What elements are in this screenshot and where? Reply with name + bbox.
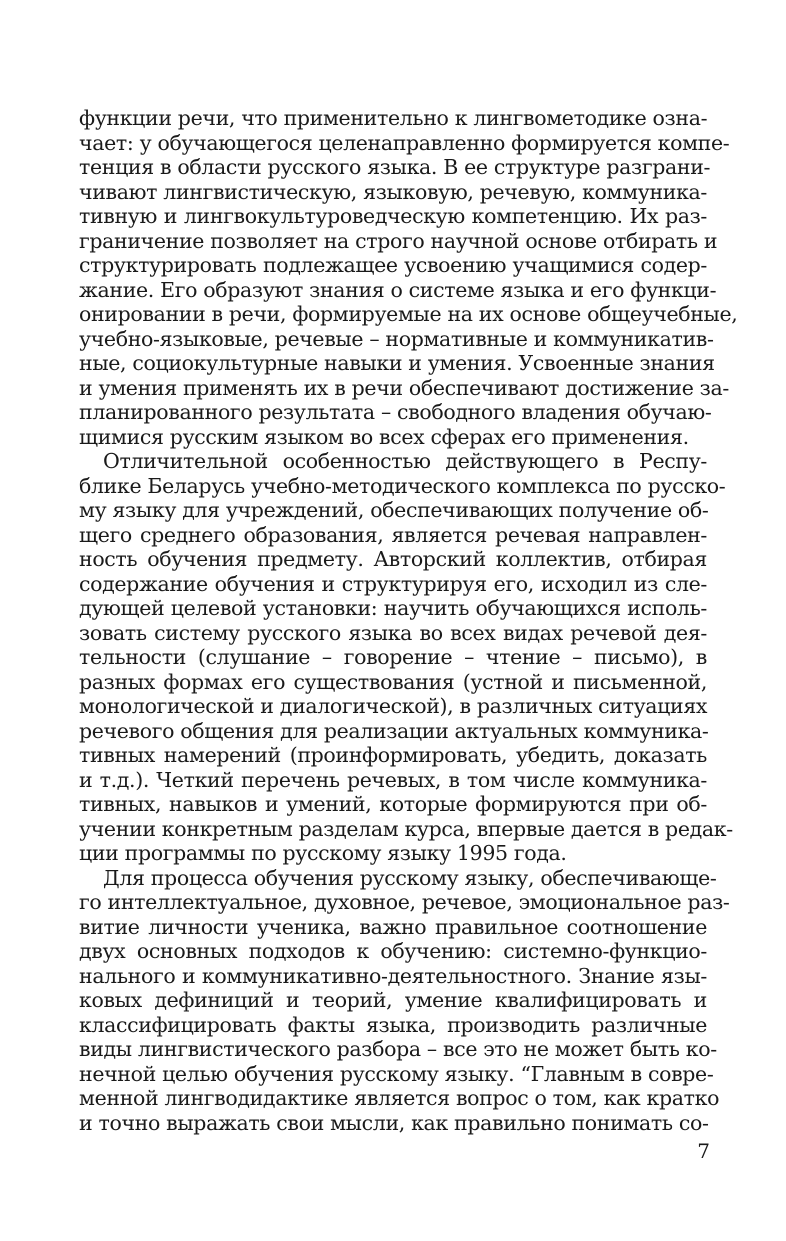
text-line: тивных намерений (проинформировать, убедить, доказать — [79, 743, 707, 767]
text-line: и точно выражать свои мысли, как правильно понимать со- — [79, 1110, 709, 1135]
text-line: тенция в области русского языка. В ее структуре разграни- — [79, 155, 711, 179]
body-text — [79, 106, 738, 1135]
text-line: структурировать подлежащее усвоению учащимися содер- — [79, 253, 707, 277]
text-line: чает: у обучающегося целенаправленно формируется компе- — [79, 130, 730, 155]
text-line: чивают лингвистическую, языковую, речевую, коммуника- — [79, 179, 707, 204]
text-line: ные, социокультурные навыки и умения. Усвоенные знания — [79, 351, 715, 375]
text-line: жание. Его образуют знания о системе языка и его функци- — [79, 277, 717, 302]
text-line: Отличительной особенностью действующего в Респу- — [103, 449, 707, 473]
text-line: тивную и лингвокультуроведческую компетенцию. Их раз- — [79, 204, 707, 228]
text-line: онировании в речи, формируемые на их основе общеучебные, — [79, 302, 738, 326]
text-line: ковых дефиниций и теорий, умение квалифицировать и — [79, 988, 707, 1012]
text-line: виды лингвистического разбора – все это не может быть ко- — [79, 1037, 717, 1061]
text-line: классифицировать факты языка, производить различные — [79, 1012, 707, 1037]
text-line: зовать систему русского языка во всех видах речевой дея- — [79, 620, 707, 645]
text-line: и умения применять их в речи обеспечивают достижение за- — [79, 375, 729, 400]
text-line: витие личности ученика, важно правильное соотношение — [79, 914, 707, 939]
text-line: монологической и диалогической), в различных ситуациях — [79, 694, 708, 718]
text-line: дующей целевой установки: научить обучающихся исполь- — [79, 596, 707, 620]
text-line: функции речи, что применительно к лингвометодике озна- — [79, 106, 708, 130]
text-line: Для процесса обучения русскому языку, обеспечивающе- — [103, 865, 717, 890]
text-line: содержание обучения и структурируя его, исходил из сле- — [79, 571, 707, 596]
text-line: планированного результата – свободного владения обучаю- — [79, 400, 712, 424]
text-line: тельности (слушание – говорение – чтение – письмо), в — [79, 645, 707, 669]
text-line: ции программы по русскому языку 1995 года. — [79, 841, 567, 865]
text-line: нечной целью обучения русскому языку. “Главным в совре- — [79, 1061, 714, 1086]
text-line: учебно-языковые, речевые – нормативные и коммуникатив- — [79, 326, 714, 351]
text-line: менной лингводидактике является вопрос о том, как кратко — [79, 1086, 720, 1110]
text-line: ность обучения предмету. Авторский коллектив, отбирая — [79, 547, 707, 571]
text-line: блике Беларусь учебно-методического комплекса по русско- — [79, 473, 726, 498]
text-line: му языку для учреждений, обеспечивающих получение об- — [79, 498, 709, 522]
text-line: граничение позволяет на строго научной основе отбирать и — [79, 228, 718, 253]
text-line: речевого общения для реализации актуальных коммуника- — [79, 718, 709, 743]
text-line: щимися русским языком во всех сферах его применения. — [79, 424, 689, 449]
text-line: нального и коммуникативно-деятельностного. Знание язы- — [79, 963, 707, 988]
text-line: щего среднего образования, является речевая направлен- — [79, 522, 707, 547]
text-line: го интеллектуальное, духовное, речевое, эмоциональное раз- — [79, 890, 730, 914]
text-line: разных формах его существования (устной и письменной, — [79, 669, 707, 694]
text-line: двух основных подходов к обучению: системно-функцио- — [79, 939, 707, 963]
text-line: тивных, навыков и умений, которые формируются при об- — [79, 792, 707, 816]
text-line: учении конкретным разделам курса, впервые дается в редак- — [79, 816, 733, 841]
page-number: 7 — [697, 1139, 710, 1163]
text-line: и т.д.). Четкий перечень речевых, в том числе коммуника- — [79, 767, 707, 792]
